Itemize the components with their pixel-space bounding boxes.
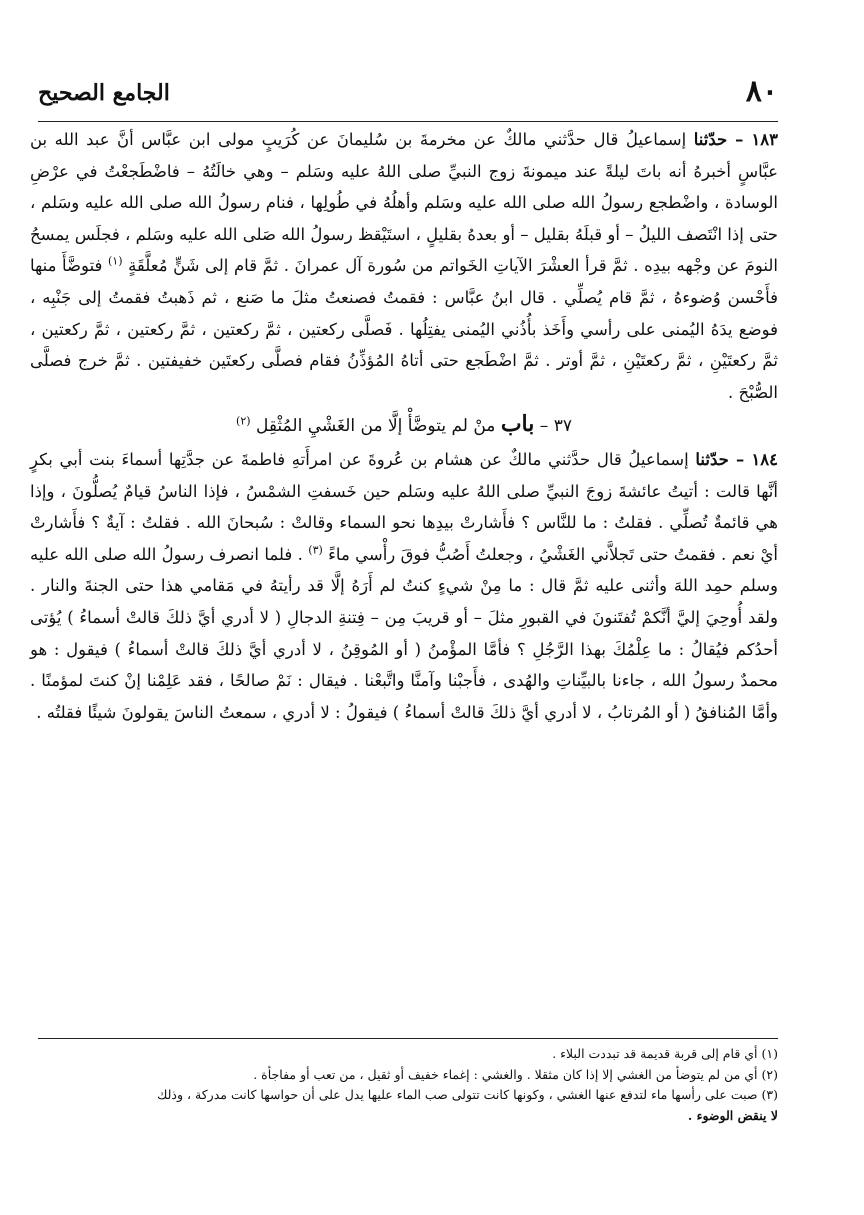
hadith-184-text: إسماعيلُ قال حدَّثني مالكٌ عن هشام بن عُروةَ عن امرأَتهِ فاطمةَ عن جدَّتِها أسماءَ بنت أبي بكرٍ أنَّها قالت : أتيتُ عائشةَ زوجَ النبيِّ صلى اللهُ عليه وسَلم حين خَسفتِ الشمْسُ ، فإذا الناسُ قيامٌ يُصلُّونَ ، وإذا هي قائمةٌ تُصلِّي . فقلتُ : ما للنَّاس ؟ فأَشارتْ بيدِها نحو السماء وقالتْ : سُبحانَ الله . فقلتُ : آيةٌ ؟ فأَشارتْ أيْ نعم . فقمتُ حتى تَجلاَّني الغَشْيُ ، وجعلتُ أَصُبُّ فوقَ رأْسي ماءً	[30, 449, 779, 564]
page-header	[38, 74, 778, 118]
page-number: ٨٠	[745, 74, 778, 109]
footnote-3-continuation: لا ينقض الوضوء .	[687, 1107, 778, 1123]
hadith-183-text: إسماعيلُ قال حدَّثني مالكٌ عن مخرمةَ بن سُليمانَ عن كُرَيبٍ مولى ابن عبَّاس أنَّ عبد الله بن عبَّاسٍ أخبرهُ أنه باتَ ليلةً عند ميمونةَ زوج النبيِّ صلى اللهُ عليه وسَلم – وهي خالَتُهُ – فاضْطَجعْتُ في عرْضِ الوسادة ، واضْطجع رسولُ الله صلى الله عليه وسَلم وأهلُهُ في طُولِها ، فنام رسولُ الله صلى الله عليه وسَلم ، حتى إذا انْتَصف الليلُ – أو قبلَهُ بقليل – أو بعدهُ بقليلٍ ، استَيْقظ رسولُ الله صَلى الله عليه وسَلم ، فجلَس يمسحُ النومَ عن وجْهه بيدِه . ثمَّ قرأ العشْرَ الآياتِ الخَواتم من سُورة آل عمرانَ . ثمَّ قام إلى شَنٍّ مُعلَّقَةٍ	[30, 130, 779, 276]
footnote-1: (١) أي قام إلى قربة قديمة قد تبددت البلاء .	[552, 1046, 778, 1061]
chapter-heading-37	[30, 409, 778, 443]
footnote-2: (٢) أي من لم يتوضأ من الغشي إلا إذا كان مثقلا . والغشي : إغماء خفيف أو ثقيل ، من تعب أو مفاجأة .	[253, 1066, 778, 1082]
footnotes	[30, 1044, 778, 1126]
hadith-183	[30, 124, 778, 408]
header-divider	[38, 121, 778, 122]
main-text	[30, 124, 778, 728]
hadith-184-text-continued: . فلما انصرف رسولُ الله صلى الله عليه وسلم حمِد اللهَ وأثنى عليه ثمَّ قال : ما مِنْ شيءٍ كنتُ لم أَرَهُ إلَّا قد رأيتهُ في مَقامي هذا حتى الجنةَ والنار . ولقد أُوحِيَ إليَّ أنَّكمْ تُفتَنونَ في القبورِ مثلَ – أو قريبَ مِن – فِتنةِ الدجالِ ( لا أدري أيَّ ذلكَ قالتْ أسماءُ ) يُؤتى أحدُكم فيُقالُ : ما عِلْمُكَ بهذا الرَّجُلِ ؟ فأمَّا المؤْمنُ ( أو المُوقِنُ ، لا أدري أيَّ ذلكَ قالتْ أسماءُ ) فيقول : هو محمدٌ رسولُ الله ، جاءنا بالبيِّناتِ والهُدى ، فأَجبْنا وآمنَّا واتَّبعْنا . فيقال : نَمْ صالحًا ، فقد عَلِمْنا إنْ كنتَ لمؤمنًا . وأمَّا المُنافقُ ( أو المُرتابُ ، لا أدري أيَّ ذلكَ قالتْ أسماءُ ) فيقولُ : لا أدري ، سمعتُ الناسَ يقولونَ شيئًا فقلتُه .	[30, 544, 778, 722]
footnote-ref-1[interactable]: (١)	[108, 254, 123, 268]
footnote-divider	[38, 1038, 778, 1039]
hadith-184	[30, 444, 778, 728]
chapter-title: منْ لم يتوضَّأْ إلَّا من الغَشْيِ المُثْقِل	[255, 416, 496, 437]
footnote-3: (٣) صبت على رأسها ماء لتدفع عنها الغشي ، وكونها كانت تتولى صب الماء عليها يدل على أن حواسها كانت مدركة ، وذلك	[157, 1087, 778, 1102]
book-title: الجامع الصحيح	[38, 80, 170, 106]
hadith-184-heading: ١٨٤ – حدّثنا	[695, 449, 779, 469]
chapter-label: باب	[500, 411, 535, 438]
chapter-number: ٣٧ –	[539, 416, 572, 437]
hadith-183-text-continued: فتوضَّأَ منها فأَحْسن وُضوءهُ ، ثمَّ قام يُصلِّي . قال ابنُ عبَّاس : فقمتُ فصنعتُ مثلَ ما صَنع ، ثم ذَهبتُ فقمتُ إلى جَنْبِه ، فوضع يدَهُ اليُمنى على رأسي وأَخَذ بأُذُني اليُمنى يفتِلُها . فَصلَّى ركعتين ، ثمَّ ركعتين ، ثمَّ ركعتين ، ثمَّ ركعتين ، ثمَّ ركعتَيْنِ ، ثمَّ ركعتَيْنِ ، ثمَّ أوتر . ثمَّ اضْطَجع حتى أتاهُ المُؤذِّنُ فقام فصلَّى ركعتَين خفيفتين . ثمَّ خرج فصلَّى الصُّبْحَ .	[30, 256, 778, 402]
hadith-183-heading: ١٨٣ – حدّثنا	[693, 130, 778, 149]
footnote-ref-3[interactable]: (٣)	[308, 543, 323, 557]
footnote-ref-2[interactable]: (٢)	[236, 414, 251, 428]
